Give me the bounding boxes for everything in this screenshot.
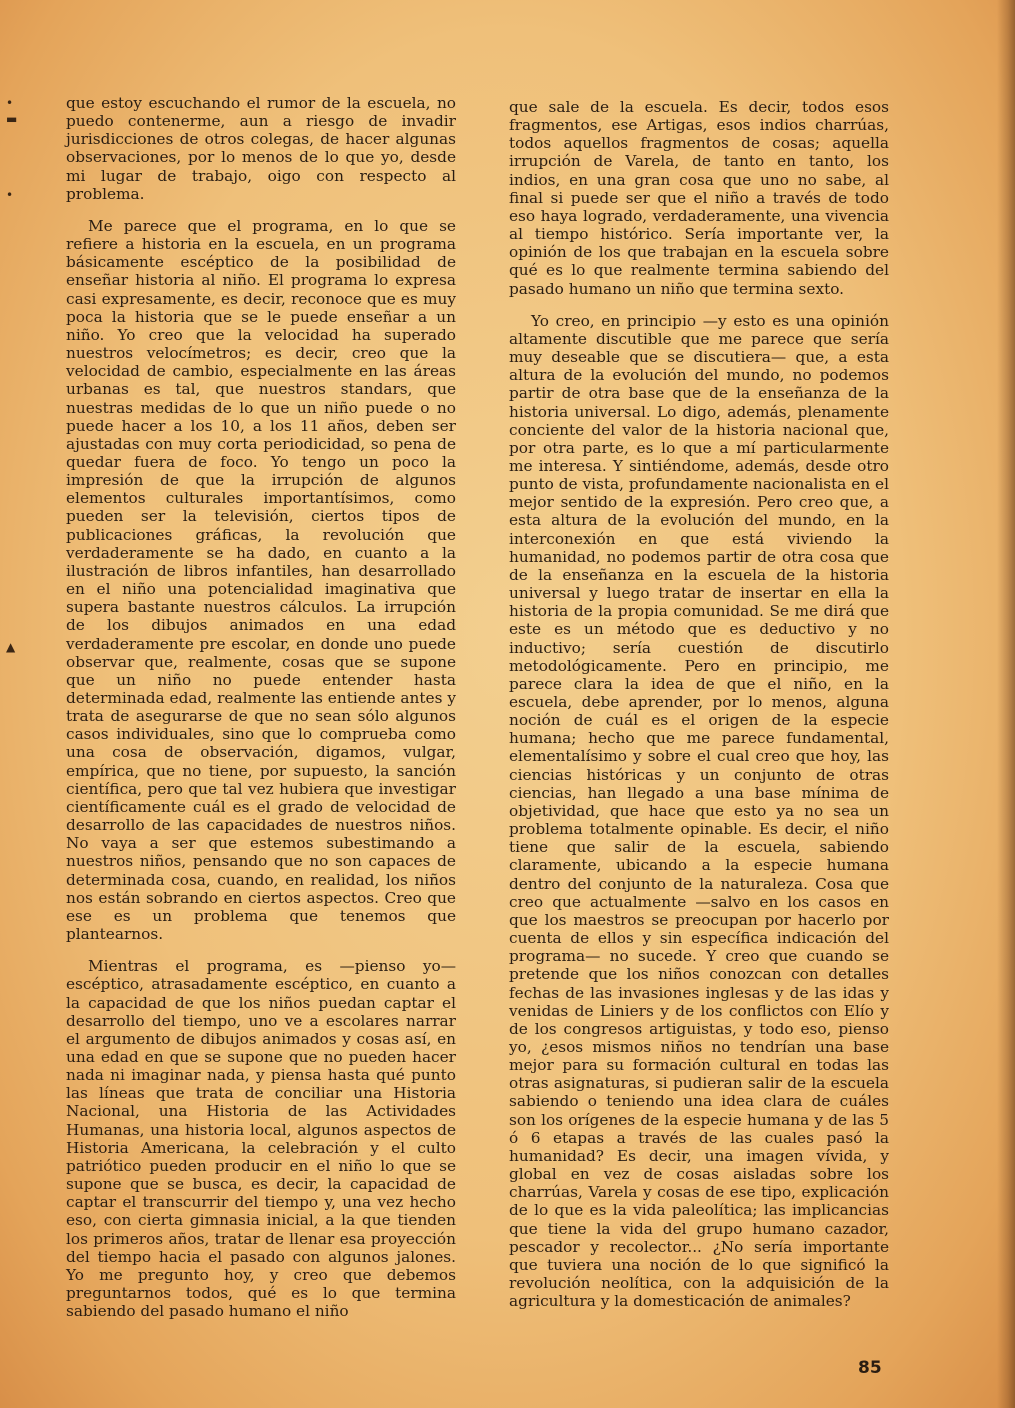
paragraph: que estoy escuchando el rumor de la escuela, no puedo contenerme, aun a riesgo de invadir jurisdicciones de otros colegas, de hacer algunas observaciones, por lo menos de lo que yo, desde mi lugar de trabajo, oigo con respecto al problema. bbox=[66, 94, 456, 203]
paragraph: Me parece que el programa, en lo que se refiere a historia en la escuela, en un programa básicamente escéptico de la posibilidad de enseñar historia al niño. El programa lo expresa casi expresamente, es decir, reconoce que es muy poca la historia que se le puede enseñar a un niño. Yo creo que la velocidad ha superado nuestros velocímetros; es decir, creo que la velocidad de cambio, especialmente en las áreas urbanas es tal, que nuestros standars, que nuestras medidas de lo que un niño puede o no puede hacer a los 10, a los 11 años, deben ser ajustadas con muy corta periodicidad, so pena de quedar fuera de foco. Yo tengo un poco la impresión de que la irrupción de algunos elementos culturales importantísimos, como pueden ser la televisión, ciertos tipos de publicaciones gráficas, la revolución que verdaderamente se ha dado, en cuanto a la ilustración de libros infantiles, han desarrollado en el niño una potencialidad imaginativa que supera bastante nuestros cálculos. La irrupción de los dibujos animados en una edad verdaderamente pre escolar, en donde uno puede observar que, realmente, cosas que se supone que un niño no puede entender hasta determinada edad, realmente las entiende antes y trata de asegurarse de que no sean sólo algunos casos individuales, sino que lo comprueba como una cosa de observación, digamos, vulgar, empírica, que no tiene, por supuesto, la sanción científica, pero que tal vez hubiera que investigar científicamente cuál es el grado de velocidad de desarrollo de las capacidades de nuestros niños. No vaya a ser que estemos subestimando a nuestros niños, pensando que no son capaces de determinada cosa, cuando, en realidad, los niños nos están sobrando en ciertos aspectos. Creo que ese es un problema que tenemos que plantearnos. bbox=[66, 216, 456, 944]
page-number: 85 bbox=[858, 1358, 882, 1378]
margin-mark: ▬ bbox=[6, 112, 18, 126]
paragraph: Yo creo, en principio —y esto es una opinión altamente discutible que me parece que sería muy deseable que se discutiera— que, a esta altura de la evolución del mundo, no podemos partir de otra base que de la enseñanza de la historia universal. Lo digo, además, plenamente conciente del valor de la historia nacional que, por otra parte, es lo que a mí particularmente me interesa. Y sintiéndome, además, desde otro punto de vista, profundamente nacionalista en el mejor sentido de la expresión. Pero creo que, a esta altura de la evolución del mundo, en la interconexión en que está viviendo la humanidad, no podemos partir de otra cosa que de la enseñanza en la escuela de la historia universal y luego tratar de insertar en ella la historia de la propia comunidad. Se me dirá que este es un método que es deductivo y no inductivo; sería cuestión de discutirlo metodológicamente. Pero en principio, me parece clara la idea de que el niño, en la escuela, debe aprender, por lo menos, alguna noción de cuál es el origen de la especie humana; hecho que me parece fundamental, elementalísimo y sobre el cual creo que hoy, las ciencias históricas y un conjunto de otras ciencias, han llegado a una base mínima de objetividad, que hace que esto ya no sea un problema totalmente opinable. Es decir, el niño tiene que salir de la escuela, sabiendo claramente, ubicando a la especie humana dentro del conjunto de la naturaleza. Cosa que creo que actualmente —salvo en los casos en que los maestros se preocupan por hacerlo por cuenta de ellos y sin específica indicación del programa— no sucede. Y creo que cuando se pretende que los niños conozcan con detalles fechas de las invasiones inglesas y de las idas y venidas de Liniers y de los conflictos con Elío y de los congresos artiguistas, y todo eso, pienso yo, ¿esos mismos niños no tendrían una base mejor para su formación cultural en todas las otras asignaturas, si pudieran salir de la escuela sabiendo o teniendo una idea clara de cuáles son los orígenes de la especie humana y de las 5 ó 6 etapas a través de las cuales pasó la humanidad? Es decir, una imagen vívida, y global en vez de cosas aisladas sobre los charrúas, Varela y cosas de ese tipo, explicación de lo que es la vida paleolítica; las implicancias que tiene la vida del grupo humano cazador, pescador y recolector... ¿No sería importante que tuviera una noción de lo que significó la revolución neolítica, con la adquisición de la agricultura y la domesticación de animales? bbox=[509, 311, 889, 1311]
margin-mark: • bbox=[6, 96, 14, 110]
paragraph: Mientras el programa, es —pienso yo— escéptico, atrasadamente escéptico, en cuanto a la capacidad de que los niños puedan captar el desarrollo del tiempo, uno ve a escolares narrar el argumento de dibujos animados y cosas así, en una edad en que se supone que no pueden hacer nada ni imaginar nada, y piensa hasta qué punto las líneas que trata de conciliar una Historia Nacional, una Historia de las Actividades Humanas, una historia local, algunos aspectos de Historia Americana, la celebración y el culto patriótico pueden producir en el niño lo que se supone que se busca, es decir, la capacidad de captar el transcurrir del tiempo y, una vez hecho eso, con cierta gimnasia inicial, a la que tienden los primeros años, tratar de llenar esa proyección del tiempo hacia el pasado con algunos jalones. Yo me pregunto hoy, y creo que debemos preguntarnos todos, qué es lo que termina sabiendo del pasado humano el niño bbox=[66, 957, 456, 1321]
page-spine-shadow bbox=[997, 0, 1015, 1408]
margin-mark: ▲ bbox=[6, 640, 16, 654]
right-text-column bbox=[509, 98, 889, 1324]
margin-mark: • bbox=[6, 188, 14, 202]
left-text-column bbox=[66, 94, 456, 1334]
paragraph: que sale de la escuela. Es decir, todos esos fragmentos, ese Artigas, esos indios charrúas, todos aquellos fragmentos de cosas; aquella irrupción de Varela, de tanto en tanto, los indios, en una gran cosa que uno no sabe, al final si puede ser que el niño a través de todo eso haya logrado, verdaderamente, una vivencia al tiempo histórico. Sería importante ver, la opinión de los que trabajan en la escuela sobre qué es lo que realmente termina sabiendo del pasado humano un niño que termina sexto. bbox=[509, 98, 889, 298]
